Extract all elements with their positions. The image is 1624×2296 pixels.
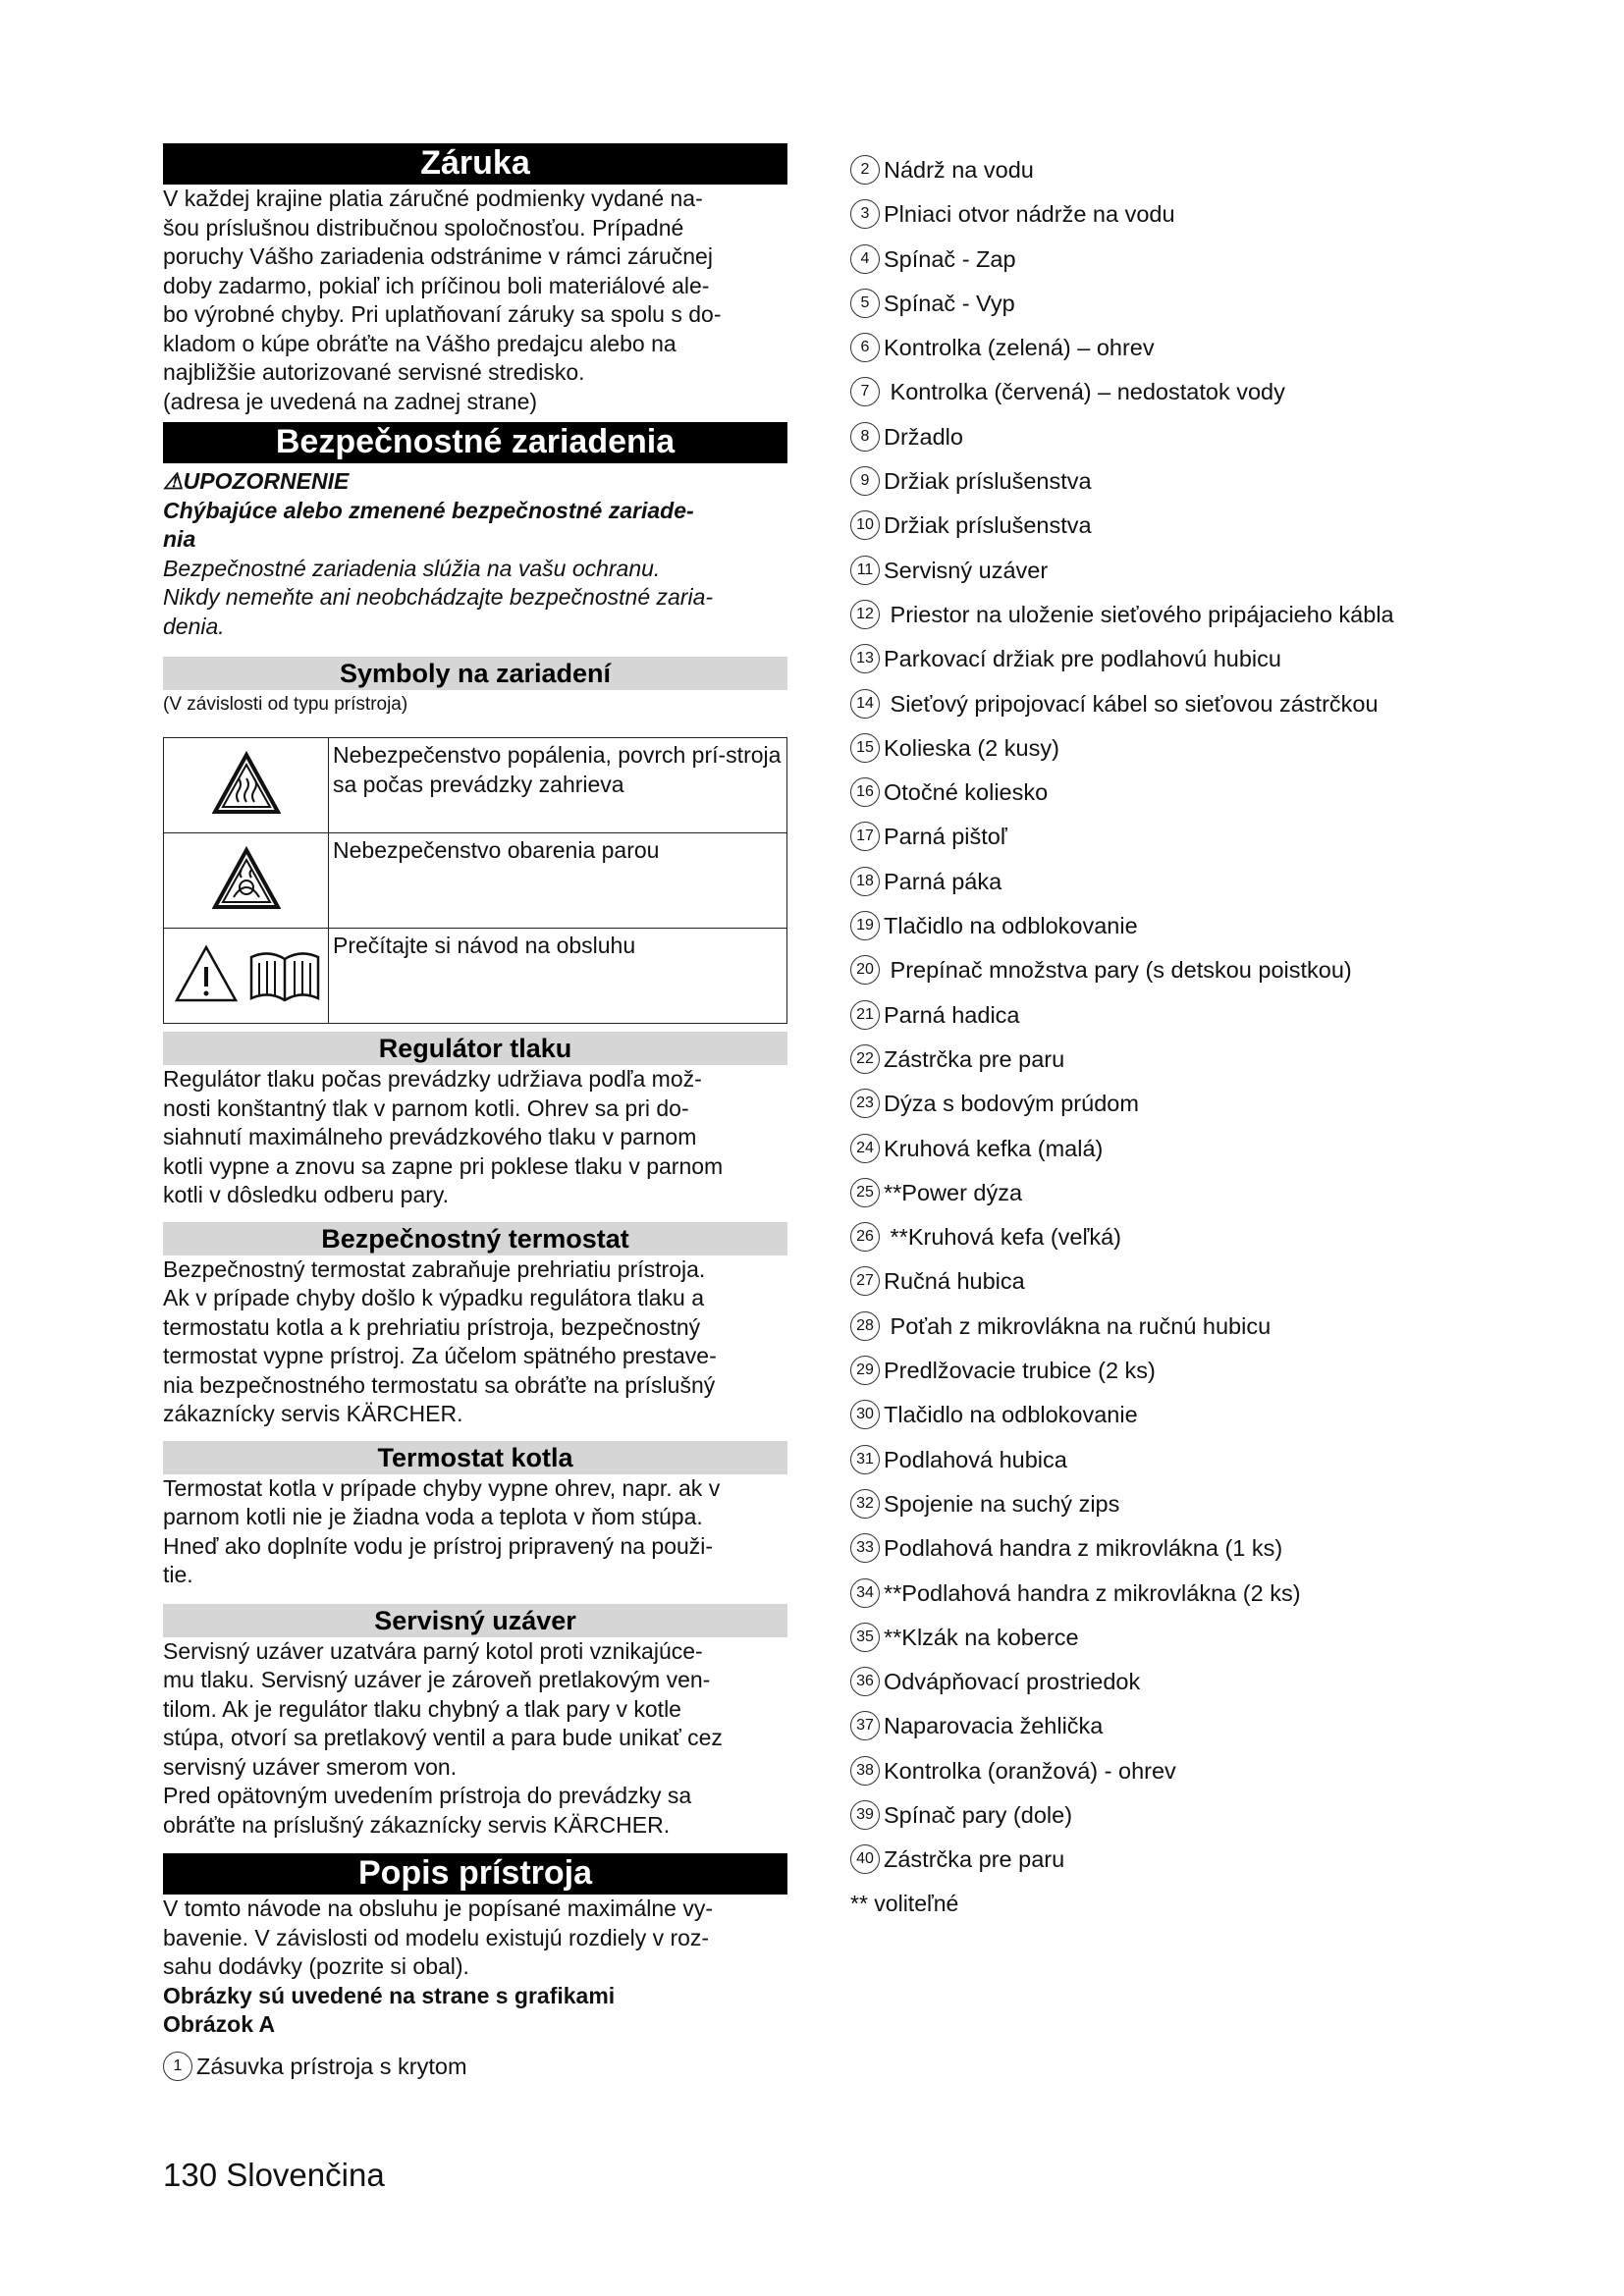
read-manual-icon — [164, 929, 329, 1024]
item-number-badge: 23 — [850, 1089, 880, 1118]
text-line: šou príslušnou distribučnou spoločnosťou. Prípadné — [163, 214, 684, 240]
text-line: parnom kotli nie je žiadna voda a teplota v ňom stúpa. — [163, 1504, 703, 1529]
item-number-badge: 19 — [850, 911, 880, 940]
text-line: Servisný uzáver uzatvára parný kotol proti vznikajúce- — [163, 1637, 703, 1664]
legend-note: ** voliteľné — [850, 1890, 959, 1916]
legend-item-label: Zástrčka pre paru — [884, 1846, 1065, 1873]
legend-item-label: Parkovací držiak pre podlahovú hubicu — [884, 646, 1281, 672]
legend-item — [850, 375, 1597, 419]
item-number-badge: 11 — [850, 556, 880, 585]
legend-item — [850, 197, 1597, 241]
legend-item-label: Prepínač množstva pary (s detskou poistkou) — [884, 957, 1352, 984]
hot-surface-warning-icon — [164, 738, 329, 833]
item-number-badge: 2 — [850, 155, 880, 185]
legend-item — [850, 1087, 1597, 1131]
symbol-row — [164, 738, 787, 833]
text-line: zákaznícky servis KÄRCHER. — [163, 1401, 463, 1426]
legend-item — [850, 1354, 1597, 1398]
item-number-badge: 16 — [850, 777, 880, 807]
item-number-badge: 15 — [850, 733, 880, 763]
zaruka-text — [163, 185, 787, 416]
legend-item-label: **Podlahová handra z mikrovlákna (2 ks) — [884, 1579, 1301, 1606]
legend-item — [850, 1132, 1597, 1176]
text-line: Hneď ako doplníte vodu je prístroj pripravený na použi- — [163, 1532, 714, 1559]
text-line: termostat vypne prístroj. Za účelom spätného prestave- — [163, 1343, 717, 1368]
legend-item-label: Naparovacia žehlička — [884, 1713, 1104, 1739]
item-number-badge: 35 — [850, 1623, 880, 1652]
item-number-badge: 8 — [850, 422, 880, 452]
symbol-row — [164, 929, 787, 1024]
right-column — [850, 153, 1597, 1918]
text-line: kotli vypne a znovu sa zapne pri poklese tlaku v parnom — [163, 1152, 724, 1179]
warning-block — [163, 467, 787, 641]
legend-item — [850, 1621, 1597, 1665]
legend-item — [850, 865, 1597, 909]
legend-item — [850, 1042, 1597, 1087]
legend-item-label: Otočné koliesko — [884, 779, 1049, 806]
warning-heading: nia — [163, 526, 196, 552]
legend-item-label: Plniaci otvor nádrže na vodu — [884, 201, 1175, 228]
legend-item-label: Spínač pary (dole) — [884, 1801, 1073, 1828]
legend-item-label: Predlžovacie trubice (2 ks) — [884, 1358, 1156, 1384]
legend-item — [850, 731, 1597, 775]
text-line: termostatu kotla a k prehriatiu prístroja, bezpečnostný — [163, 1313, 701, 1340]
item-number-badge: 6 — [850, 333, 880, 362]
warning-label: ⚠UPOZORNENIE — [163, 468, 350, 494]
legend-item-label: Podlahová hubica — [884, 1446, 1067, 1472]
legend-item — [850, 1842, 1597, 1887]
item-number-badge: 21 — [850, 1000, 880, 1030]
item-number-badge: 39 — [850, 1800, 880, 1830]
symbol-description: Prečítajte si návod na obsluhu — [329, 929, 787, 1024]
item-number-badge: 17 — [850, 822, 880, 851]
legend-item — [850, 242, 1597, 287]
text-line: sahu dodávky (pozrite si obal). — [163, 1953, 469, 1979]
legend-item-label: Držiak príslušenstva — [884, 468, 1092, 495]
legend-item — [850, 153, 1597, 197]
legend-item-label: Držadlo — [884, 423, 963, 450]
item-number-badge: 34 — [850, 1578, 880, 1608]
legend-item — [850, 598, 1597, 642]
symboly-note: (V závislosti od typu prístroja) — [163, 694, 408, 715]
text-line: nosti konštantný tlak v parnom kotli. Ohrev sa pri do- — [163, 1095, 689, 1121]
text-line: stúpa, otvorí sa pretlakový ventil a para bude unikať cez — [163, 1725, 723, 1750]
legend-item-label: Zásuvka prístroja s krytom — [196, 2053, 467, 2079]
item-number-badge: 37 — [850, 1711, 880, 1740]
text-line: doby zadarmo, pokiaľ ich príčinou boli materiálové ale- — [163, 272, 710, 298]
legend-item — [850, 420, 1597, 464]
legend-item — [850, 1798, 1597, 1842]
section-title-termostat: Bezpečnostný termostat — [163, 1222, 787, 1255]
symbol-description: Nebezpečenstvo obarenia parou — [329, 833, 787, 929]
item-number-badge: 31 — [850, 1445, 880, 1474]
legend-item — [850, 331, 1597, 375]
legend-item — [850, 1309, 1597, 1354]
legend-item-label: Kontrolka (zelená) – ohrev — [884, 335, 1155, 361]
text-line: obráťte na príslušný zákaznícky servis KÄRCHER. — [163, 1811, 671, 1838]
legend-item-label: Podlahová handra z mikrovlákna (1 ks) — [884, 1535, 1283, 1562]
legend-item — [850, 554, 1597, 598]
legend-item — [850, 1176, 1597, 1220]
text-line: siahnutí maximálneho prevádzkového tlaku v parnom — [163, 1124, 697, 1149]
item-number-badge: 22 — [850, 1044, 880, 1074]
legend-item — [850, 508, 1597, 553]
item-number-badge: 4 — [850, 244, 880, 274]
item-number-badge: 33 — [850, 1533, 880, 1563]
legend-item-label: Spínač - Zap — [884, 245, 1016, 272]
item-number-badge: 24 — [850, 1134, 880, 1163]
legend-item-label: Kontrolka (červená) – nedostatok vody — [884, 379, 1285, 405]
legend-item — [850, 1443, 1597, 1487]
symbols-table — [163, 737, 787, 1024]
text-line: V každej krajine platia záručné podmienky vydané na- — [163, 186, 703, 211]
item-number-badge: 36 — [850, 1667, 880, 1696]
item-number-badge: 40 — [850, 1844, 880, 1874]
item-number-badge: 32 — [850, 1489, 880, 1519]
text-line: bavenie. V závislosti od modelu existujú rozdiely v roz- — [163, 1924, 710, 1950]
text-line: Ak v prípade chyby došlo k výpadku regulátora tlaku a — [163, 1285, 705, 1310]
legend-item-label: **Klzák na koberce — [884, 1624, 1079, 1650]
legend-item — [850, 1398, 1597, 1442]
termostat-kotla-text — [163, 1474, 787, 1590]
legend-item — [850, 1220, 1597, 1264]
figure-reference: Obrázky sú uvedené na strane s grafikami — [163, 1982, 616, 2008]
legend-item-label: Kruhová kefka (malá) — [884, 1135, 1104, 1161]
left-column — [163, 143, 787, 2094]
page-footer: 130 Slovenčina — [163, 2157, 385, 2193]
legend-item-label: Servisný uzáver — [884, 557, 1049, 583]
legend-item — [850, 287, 1597, 331]
item-number-badge: 5 — [850, 289, 880, 318]
text-line: nia bezpečnostného termostatu sa obráťte na príslušný — [163, 1371, 716, 1398]
legend-item-label: Nádrž na vodu — [884, 157, 1034, 183]
symbol-row — [164, 833, 787, 929]
text-line: kotli v dôsledku odberu pary. — [163, 1182, 450, 1207]
item-number-badge: 29 — [850, 1356, 880, 1385]
text-line: poruchy Vášho zariadenia odstránime v rámci záručnej — [163, 243, 713, 269]
item-number-badge: 30 — [850, 1400, 880, 1429]
section-title-zaruka: Záruka — [163, 143, 787, 185]
item-number-badge: 13 — [850, 644, 880, 673]
text-line: Bezpečnostný termostat zabraňuje prehriatiu prístroja. — [163, 1255, 706, 1282]
termostat-text — [163, 1255, 787, 1429]
text-line: Regulátor tlaku počas prevádzky udržiava podľa mož- — [163, 1066, 702, 1092]
section-title-popis: Popis prístroja — [163, 1853, 787, 1895]
legend-item — [850, 464, 1597, 508]
legend-item-label: Parná páka — [884, 868, 1002, 894]
legend-list-start — [163, 2050, 787, 2094]
item-number-badge: 12 — [850, 600, 880, 629]
item-number-badge: 9 — [850, 466, 880, 496]
legend-item-label: Ručná hubica — [884, 1268, 1025, 1295]
legend-item — [850, 820, 1597, 864]
legend-item-label: Kontrolka (oranžová) - ohrev — [884, 1757, 1176, 1784]
popis-text — [163, 1895, 787, 2040]
text-line: kladom o kúpe obráťte na Vášho predajcu alebo na — [163, 330, 677, 356]
legend-item-label: Dýza s bodovým prúdom — [884, 1091, 1139, 1117]
figure-label: Obrázok A — [163, 2011, 276, 2037]
text-line: V tomto návode na obsluhu je popísané maximálne vy- — [163, 1896, 713, 1921]
legend-item-label: Priestor na uloženie sieťového pripájacieho kábla — [884, 601, 1394, 627]
legend-item-label: Tlačidlo na odblokovanie — [884, 913, 1138, 939]
section-title-bezpecnostne: Bezpečnostné zariadenia — [163, 422, 787, 463]
legend-item-label: Zástrčka pre paru — [884, 1045, 1065, 1072]
legend-item — [163, 2050, 787, 2094]
legend-item-label: Spínač - Vyp — [884, 290, 1015, 316]
regulator-text — [163, 1065, 787, 1210]
item-number-badge: 10 — [850, 510, 880, 540]
legend-item — [850, 1665, 1597, 1709]
section-title-termostat-kotla: Termostat kotla — [163, 1441, 787, 1474]
warning-text: Bezpečnostné zariadenia slúžia na vašu ochranu. — [163, 555, 661, 581]
legend-item — [850, 1754, 1597, 1798]
warning-text: denia. — [163, 613, 225, 639]
item-number-badge: 26 — [850, 1222, 880, 1252]
legend-item-label: Sieťový pripojovací kábel so sieťovou zástrčkou — [884, 690, 1379, 717]
item-number-badge: 7 — [850, 377, 880, 406]
text-line: bo výrobné chyby. Pri uplatňovaní záruky sa spolu s do- — [163, 301, 722, 327]
legend-item — [850, 1487, 1597, 1531]
legend-item — [850, 1709, 1597, 1753]
item-number-badge: 1 — [163, 2052, 192, 2081]
item-number-badge: 3 — [850, 199, 880, 229]
warning-text: Nikdy nemeňte ani neobchádzajte bezpečnostné zaria- — [163, 584, 714, 610]
legend-item-label: **Power dýza — [884, 1179, 1023, 1205]
legend-item — [850, 909, 1597, 953]
item-number-badge: 20 — [850, 955, 880, 985]
legend-item — [850, 1264, 1597, 1308]
legend-item-label: Tlačidlo na odblokovanie — [884, 1402, 1138, 1428]
text-line: tilom. Ak je regulátor tlaku chybný a tlak pary v kotle — [163, 1695, 681, 1722]
item-number-badge: 18 — [850, 867, 880, 896]
legend-item — [850, 1576, 1597, 1621]
item-number-badge: 28 — [850, 1311, 880, 1341]
warning-heading: Chýbajúce alebo zmenené bezpečnostné zariade- — [163, 497, 694, 523]
text-line: Pred opätovným uvedením prístroja do prevádzky sa — [163, 1783, 692, 1808]
legend-item-label: Držiak príslušenstva — [884, 512, 1092, 539]
text-line: (adresa je uvedená na zadnej strane) — [163, 388, 538, 414]
section-title-regulator: Regulátor tlaku — [163, 1032, 787, 1065]
legend-item — [850, 998, 1597, 1042]
item-number-badge: 14 — [850, 689, 880, 719]
legend-list — [850, 153, 1597, 1888]
legend-item-label: Odvápňovací prostriedok — [884, 1669, 1141, 1695]
section-title-symboly: Symboly na zariadení — [163, 657, 787, 690]
text-line: servisný uzáver smerom von. — [163, 1753, 458, 1780]
legend-item — [850, 1531, 1597, 1575]
item-number-badge: 38 — [850, 1756, 880, 1786]
legend-item-label: Parná pištoľ — [884, 824, 1007, 850]
legend-item — [850, 687, 1597, 731]
legend-item-label: Parná hadica — [884, 1001, 1020, 1028]
legend-item-label: Kolieska (2 kusy) — [884, 734, 1059, 761]
text-line: najbližšie autorizované servisné stredisko. — [163, 359, 585, 385]
item-number-badge: 27 — [850, 1266, 880, 1296]
section-title-servisny: Servisný uzáver — [163, 1604, 787, 1637]
legend-item — [850, 953, 1597, 997]
servisny-text — [163, 1637, 787, 1841]
item-number-badge: 25 — [850, 1178, 880, 1207]
text-line: tie. — [163, 1562, 193, 1587]
legend-item-label: **Kruhová kefa (veľká) — [884, 1224, 1121, 1251]
legend-item-label: Poťah z mikrovlákna na ručnú hubicu — [884, 1312, 1272, 1339]
text-line: Termostat kotla v prípade chyby vypne ohrev, napr. ak v — [163, 1474, 721, 1501]
legend-item — [850, 775, 1597, 820]
text-line: mu tlaku. Servisný uzáver je zároveň pretlakovým ven- — [163, 1667, 711, 1692]
legend-item-label: Spojenie na suchý zips — [884, 1490, 1120, 1517]
symbol-description: Nebezpečenstvo popálenia, povrch prí-stroja sa počas prevádzky zahrieva — [329, 738, 787, 833]
legend-item — [850, 642, 1597, 686]
steam-scald-warning-icon — [164, 833, 329, 929]
